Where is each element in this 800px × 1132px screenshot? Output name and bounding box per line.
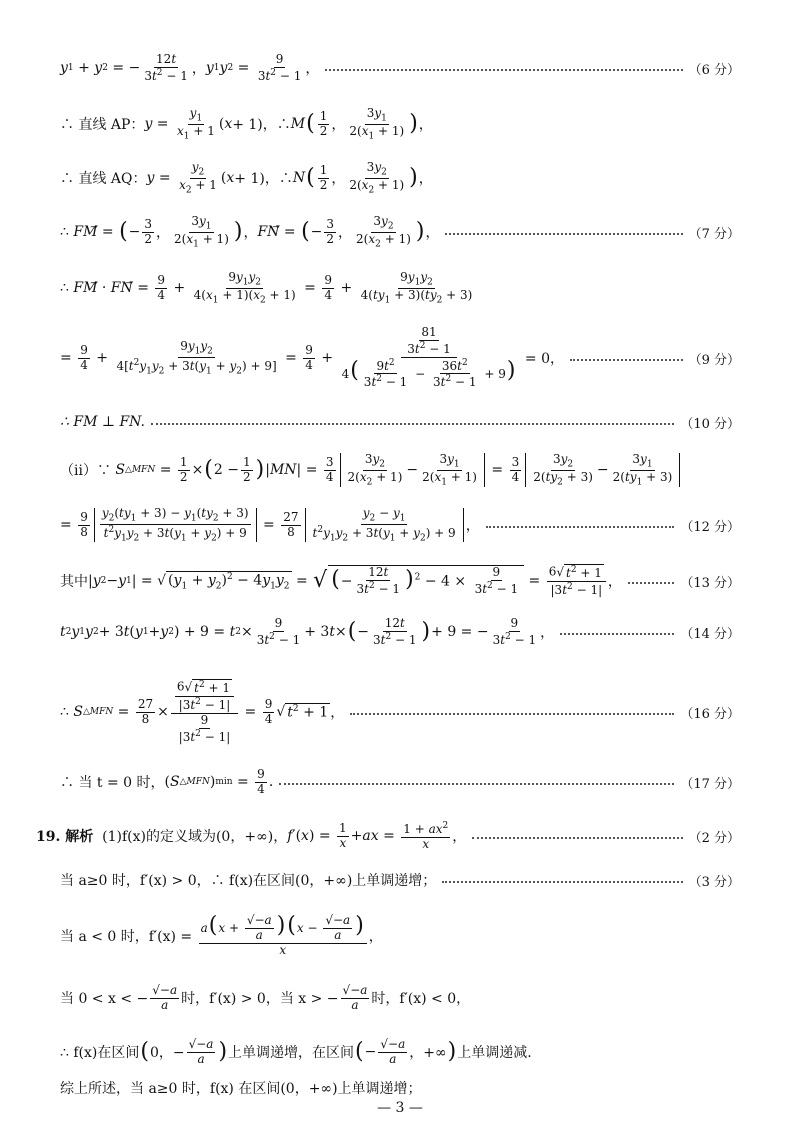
question-19-line-6 (60, 1074, 740, 1102)
score-label: （16 分） (680, 706, 740, 722)
solution-line-7 (60, 212, 740, 252)
solution-line-ii (60, 444, 740, 496)
score-label: （2 分） (688, 830, 740, 846)
formula: = $\frac{9}{4}$ + $\frac{9y_1y_2}{4[t^2y_1y_2 + 3t(y_1 + y_2) + 9]}$ = $\frac{9}{4}$ + $\frac{81}{3t^2 - 1}$ 4( $\frac{9t^2}{3t^2 - 1}$ − $\frac{36t^2}{3t^2 - 1}$ + 9) = 0， (60, 324, 565, 390)
formula: 综上所述，当 a≥0 时，f(x) 在区间(0，+∞)上单调递增； (60, 1081, 422, 1097)
formula: ∴ 直线 AP： y = $\frac{y_1}{x_1 + 1}$ ( x + 1)，∴ M ( $\frac{1}{2}$ ， $\frac{3y_1}{2(x_1 + 1)}$ ) ， (60, 105, 433, 141)
formula: ∴ 当 t = 0 时， ( S △MFN ) min = $\frac{9}{4}$ . (60, 766, 274, 796)
dot-leader (151, 423, 674, 425)
solution-line-ap (60, 104, 740, 144)
formula: 其中 | y 2 − y 1 | = √ $(y_1 + y_2)^2 - 4y_1y_2$ = √ (− $\frac{12t}{3t^2 - 1}$ )$^2$ − 4 × $\frac{9}{3t^2 - 1}$ = 6√ $t^2 + 1$ $|3t^2 - 1|$ ， (60, 564, 622, 597)
solution-line-10 (60, 402, 740, 442)
formula: ∴ FM ⃗ = ( − $\frac{3}{2}$ ， $\frac{3y_1}{2(x_1 + 1)}$ ) ， FN ⃗ = ( − $\frac{3}{2}$ ， $\frac{3y_2}{2(x_2 + 1)}$ ) ， (60, 213, 440, 249)
solution-line-17 (60, 762, 740, 802)
text-label: 其中 (60, 574, 88, 590)
text-label: 时，f′(x) < 0， (371, 991, 471, 1007)
formula: y 1 + y 2 = − $\frac{12t}{3t^2 - 1}$ ， y 1 y 2 = $\frac{9}{3t^2 - 1}$ ， (60, 51, 320, 83)
score-label: （3 分） (688, 874, 740, 890)
question-19-line-1 (36, 816, 740, 856)
formula: 当 0 < x < − $\frac{√-a}{a}$ 时，f′(x) > 0，当 x > − $\frac{√-a}{a}$ 时，f′(x) < 0， (60, 982, 471, 1012)
dot-leader (472, 837, 682, 839)
formula: 当 a≥0 时，f′(x) > 0，∴ f(x)在区间(0，+∞)上单调递增； (60, 873, 437, 889)
solution-line-aq (60, 158, 740, 198)
question-19-line-2 (60, 860, 740, 900)
score-label: （13 分） (680, 575, 740, 591)
solution-line-9 (60, 324, 740, 390)
text-label: 上单调递增，在区间 (228, 1045, 355, 1061)
text-label: ∴ f(x)在区间 (60, 1045, 140, 1061)
text-label: 上单调递减. (457, 1045, 532, 1061)
formula: ∴ f(x)在区间 ( 0，− $\frac{√-a}{a}$ ) 上单调递增，在区间 ( − $\frac{√-a}{a}$ ，+∞ ) 上单调递减. (60, 1036, 532, 1066)
formula: ∴ FM ⊥ FN. (60, 414, 145, 430)
score-label: （10 分） (680, 416, 740, 432)
solution-line-6 (60, 48, 740, 88)
score-label: （17 分） (680, 776, 740, 792)
solution-line-12 (60, 500, 740, 550)
score-label: （12 分） (680, 519, 740, 535)
solution-line-14 (60, 612, 740, 652)
dot-leader (350, 713, 674, 715)
score-label: （6 分） (688, 62, 740, 78)
text-label: 时，f′(x) > 0，当 x > − (181, 991, 339, 1007)
score-label: （7 分） (688, 226, 740, 242)
formula: （ⅱ）∵ S △MFN = $\frac{1}{2}$ × ( 2 − $\frac{1}{2}$ ) | MN | = $\frac{3}{4}$ $\frac{3y_2}{2(x_2 + 1)}$ − $\frac{3y_1}{2(x_1 + 1)}$ = $\frac{3}{4}$ $\frac{3y_2}{2(ty_2 + 3)}$ − $\frac{3y_1}{2(ty_1 + 3)}$ (60, 453, 682, 487)
text-label: ∴ 直线 AP： (60, 117, 145, 133)
formula: 当 a < 0 时，f′(x) = a(x + $\frac{√-a}{a}$ )(x − $\frac{√-a}{a}$ ) x ， (60, 913, 383, 957)
dot-leader (560, 633, 674, 635)
formula: t 2 y 1 y 2 + 3 t ( y 1 + y 2 ) + 9 = t 2 × $\frac{9}{3t^2 - 1}$ + 3 t × ( − $\frac{12t}{3t^2 - 1}$ ) + 9 = − $\frac{9}{3t^2 - 1}$ ， (60, 615, 555, 647)
dot-leader (445, 233, 682, 235)
formula: ∴ 直线 AQ： y = $\frac{y_2}{x_2 + 1}$ ( x + 1)，∴ N ( $\frac{1}{2}$ ， $\frac{3y_2}{2(x_2 + 1)}$ ) ， (60, 159, 433, 195)
text-label: (1)f(x)的定义域为(0，+∞)， (102, 829, 288, 845)
dot-leader (279, 783, 674, 785)
formula: ∴ S △MFN = $\frac{27}{8}$ × 6√ $t^2 + 1$ $|3t^2 - 1|$ $\frac{9}{|3t^2 - 1|}$ = $\frac{9}{4}$ √ $t^2 + 1$ ， (60, 679, 345, 744)
dot-leader (325, 69, 682, 71)
score-label: （14 分） (680, 626, 740, 642)
text-label: 当 0 < x < − (60, 991, 149, 1007)
solution-line-dot (60, 268, 740, 308)
text-label: （ⅱ）∵ (60, 463, 111, 479)
dot-leader (570, 359, 683, 361)
solution-line-16 (60, 672, 740, 752)
text-label: ∴ 直线 AQ： (60, 171, 147, 187)
solution-line-13 (60, 556, 740, 606)
score-label: （9 分） (688, 352, 740, 368)
dot-leader (442, 881, 682, 883)
text-label: ∴ 当 t = 0 时， (60, 775, 165, 791)
dot-leader (486, 526, 675, 528)
question-number: 19. 解析 (36, 829, 94, 845)
question-19-line-5 (60, 1032, 740, 1072)
text-label: 当 a < 0 时，f′(x) = (60, 928, 193, 945)
formula: 19. 解析 (1)f(x)的定义域为(0，+∞)， f ′( x ) = $\frac{1}{x}$ + ax = $\frac{1 + ax^2}{x}$ ， (36, 820, 467, 851)
page-number: — 3 — (377, 1100, 423, 1116)
formula: = $\frac{9}{8}$ $\frac{y_2(ty_1 + 3) - y_1(ty_2 + 3)}{t^2y_1y_2 + 3t(y_1 + y_2) + 9}$ = $\frac{27}{8}$ $\frac{y_2 - y_1}{t^2y_1y_2 + 3t(y_1 + y_2) + 9}$ ， (60, 505, 480, 543)
question-19-line-3 (60, 904, 740, 968)
dot-leader (628, 582, 674, 584)
formula: ∴ FM ⃗ · FN ⃗ = $\frac{9}{4}$ + $\frac{9y_1y_2}{4(x_1 + 1)(x_2 + 1)}$ = $\frac{9}{4}$ + $\frac{9y_1y_2}{4(ty_1 + 3)(ty_2 + 3)}$ (60, 269, 473, 305)
question-19-line-4 (60, 978, 740, 1018)
